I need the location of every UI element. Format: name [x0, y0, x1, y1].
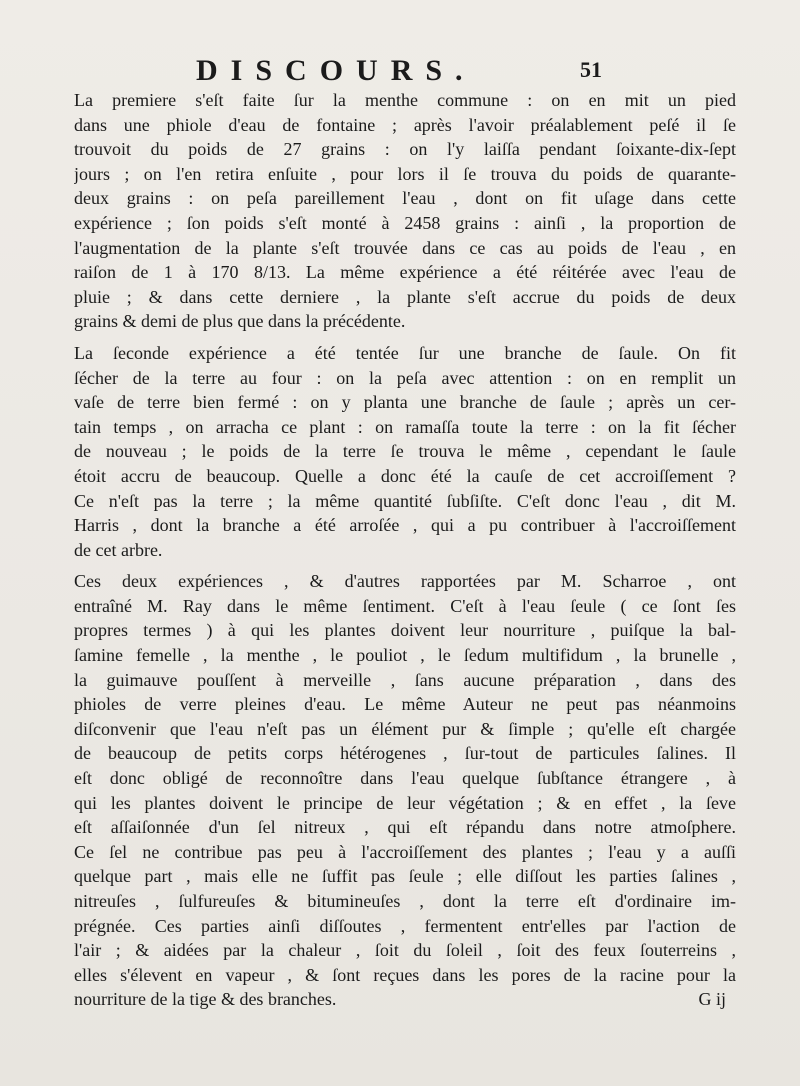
text-line: Ces deux expériences , & d'autres rapportées par M. Scharroe , ont [74, 571, 736, 592]
text-line: La premiere s'eſt faite ſur la menthe commune : on en mit un pied [74, 90, 736, 110]
text-line: propres termes ) à qui les plantes doivent leur nourriture , puiſque la bal- [74, 620, 736, 641]
header-title: DISCOURS. [196, 54, 476, 87]
text-line: dans une phiole d'eau de fontaine ; après l'avoir préalablement peſé il ſe [74, 114, 736, 135]
text-line: eſt donc obligé de reconnoître dans l'eau quelque ſubſtance étrangere , à [74, 768, 736, 789]
text-line: Harris , dont la branche a été arroſée , qui a pu contribuer à l'accroiſſement [74, 515, 736, 536]
text-line: l'air ; & aidées par la chaleur , ſoit du ſoleil , ſoit des feux ſouterreins , [74, 940, 736, 961]
text-line: quelque part , mais elle ne ſuffit pas ſeule ; elle diſſout les parties ſalines , [74, 866, 736, 887]
text-line: vaſe de terre bien fermé : on y planta une branche de ſaule ; après un cer- [74, 392, 736, 413]
text-line: ſamine femelle , la menthe , le pouliot , le ſedum multifidum , la brunelle , [74, 645, 736, 666]
page-number: 51 [580, 57, 602, 82]
text-line: nourriture de la tige & des branches. [74, 989, 337, 1010]
signature-mark: G ij [698, 989, 726, 1010]
text-line: entraîné M. Ray dans le même ſentiment. C'eſt à l'eau ſeule ( ce ſont ſes [74, 595, 736, 616]
text-line: de cet arbre. [74, 539, 163, 560]
running-header [0, 50, 800, 90]
text-line: deux grains : on peſa pareillement l'eau , dont on fit uſage dans cette [74, 188, 736, 209]
final-line [74, 987, 736, 1012]
text-line: tain temps , on arracha ce plant : on ramaſſa toute la terre : on la fit ſécher [74, 416, 736, 437]
paragraph-1 [74, 88, 736, 334]
paragraph-3 [74, 569, 736, 1012]
text-line: Ce ſel ne contribue pas peu à l'accroiſſement des plantes ; l'eau y a auſſi [74, 841, 736, 862]
text-line: de beaucoup de petits corps hétérogenes , ſur-tout de particules ſalines. Il [74, 743, 736, 764]
text-line: la guimauve pouſſent à merveille , ſans aucune préparation , dans des [74, 669, 736, 690]
paragraph-2 [74, 341, 736, 562]
text-line: elles s'élevent en vapeur , & ſont reçues dans les pores de la racine pour la [74, 964, 736, 985]
text-line: La ſeconde expérience a été tentée ſur une branche de ſaule. On fit [74, 342, 736, 363]
text-line: étoit accru de beaucoup. Quelle a donc été la cauſe de cet accroiſſement ? [74, 465, 736, 486]
text-line: jours ; on l'en retira enſuite , pour lors il ſe trouva du poids de quarante- [74, 163, 736, 184]
text-line: diſconvenir que l'eau n'eſt pas un élément pur & ſimple ; qu'elle eſt chargée [74, 718, 736, 739]
text-line: grains & demi de plus que dans la précédente. [74, 311, 406, 332]
body-text [74, 88, 736, 1012]
text-line: pluie ; & dans cette derniere , la plante s'eſt accrue du poids de deux [74, 286, 736, 307]
text-line: l'augmentation de la plante s'eſt trouvée dans ce cas au poids de l'eau , en [74, 237, 736, 258]
text-line: Ce n'eſt pas la terre ; la même quantité ſubſiſte. C'eſt donc l'eau , dit M. [74, 490, 736, 511]
text-line: nitreuſes , ſulfureuſes & bitumineuſes , dont la terre eſt d'ordinaire im- [74, 891, 736, 911]
text-line: raiſon de 1 à 170 8/13. La même expérience a été réitérée avec l'eau de [74, 262, 736, 283]
text-line: prégnée. Ces parties ainſi diſſoutes , fermentent entr'elles par l'action de [74, 915, 736, 936]
text-line: trouvoit du poids de 27 grains : on l'y laiſſa pendant ſoixante-dix-ſept [74, 139, 736, 160]
text-line: qui les plantes doivent le principe de leur végétation ; & en effet , la ſeve [74, 792, 736, 813]
text-line: phioles de verre pleines d'eau. Le même Auteur ne peut pas néanmoins [74, 694, 736, 715]
text-line: ſécher de la terre au four : on la peſa avec attention : on en remplit un [74, 367, 736, 388]
text-line: de nouveau ; le poids de la terre ſe trouva le même , cependant le ſaule [74, 441, 736, 462]
text-line: eſt aſſaiſonnée d'un ſel nitreux , qui eſt répandu dans notre atmoſphere. [74, 817, 736, 838]
text-line: expérience ; ſon poids s'eſt monté à 2458 grains : ainſi , la proportion de [74, 212, 736, 233]
